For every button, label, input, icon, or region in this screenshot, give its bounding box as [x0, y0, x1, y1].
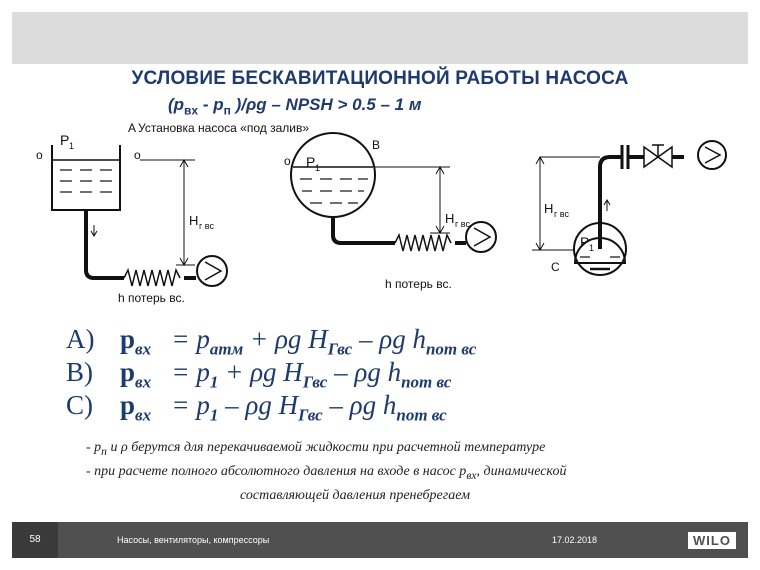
note-line-1: - $p_п$ и ρ берутся для перекачиваемой жидкости при расчетной температуре	[86, 440, 546, 458]
footer-title: Насосы, вентиляторы, компрессоры	[117, 535, 270, 545]
diagram-caption: Установка насоса «под залив»	[138, 121, 310, 135]
svg-text:o: o	[134, 148, 141, 162]
note-line-2: - при расчете полного абсолютного давления на входе в насос $p_{вх}$, динамической	[86, 464, 567, 482]
slide-subtitle: ($p_{вх} - p_п$ )/ρg – NPSH > 0.5 – 1 м	[168, 95, 422, 118]
equation-a: A) $p_{вх}$ = $p_{атм} + \rho g$ $H_{Гвс}$ – ρg $h_{пот вс}$	[66, 324, 477, 359]
h-gvs-label-a: H	[189, 213, 199, 228]
h-loss-label-b: h потерь вс.	[385, 277, 452, 291]
h-loss-label-a: h потерь вс.	[118, 291, 185, 305]
equation-c: C) $p_{вх}$ = $p_1$ – ρg $H_{Гвс}$ – ρg $h_{пот вс}$	[66, 390, 447, 425]
svg-text:1: 1	[69, 141, 75, 151]
footer-bar	[12, 522, 748, 558]
point-b-label: B	[372, 138, 381, 152]
p1-label-b: P	[306, 154, 316, 170]
header-band	[12, 12, 748, 64]
svg-text:o: o	[284, 154, 291, 168]
svg-text:г вс: г вс	[199, 221, 214, 231]
equation-b: B) $p_{вх}$ = $p_1 + \rho g$ $H_{Гвс}$ – ρg $h_{пот вс}$	[66, 357, 452, 392]
svg-text:г вс: г вс	[554, 209, 569, 219]
point-a-label: A	[128, 121, 137, 135]
h-gvs-label-b: H	[445, 211, 455, 226]
note-line-3: составляющей давления пренебрегаем	[240, 488, 471, 503]
slide-title: УСЛОВИЕ БЕСКАВИТАЦИОННОЙ РАБОТЫ НАСОСА	[131, 68, 629, 89]
footer-date: 17.02.2018	[552, 535, 598, 545]
page-number: 58	[12, 522, 58, 558]
p1-label-c: P	[580, 234, 590, 250]
svg-text:1: 1	[315, 163, 321, 173]
h-gvs-label-c: H	[544, 201, 554, 216]
svg-text:1: 1	[589, 243, 595, 253]
svg-text:o: o	[36, 148, 43, 162]
svg-text:г вс: г вс	[455, 219, 470, 229]
point-c-label: C	[551, 260, 560, 274]
pump-installation-diagram	[0, 115, 760, 315]
p1-label-a: P	[60, 132, 70, 148]
wilo-logo: WILO	[688, 532, 736, 549]
